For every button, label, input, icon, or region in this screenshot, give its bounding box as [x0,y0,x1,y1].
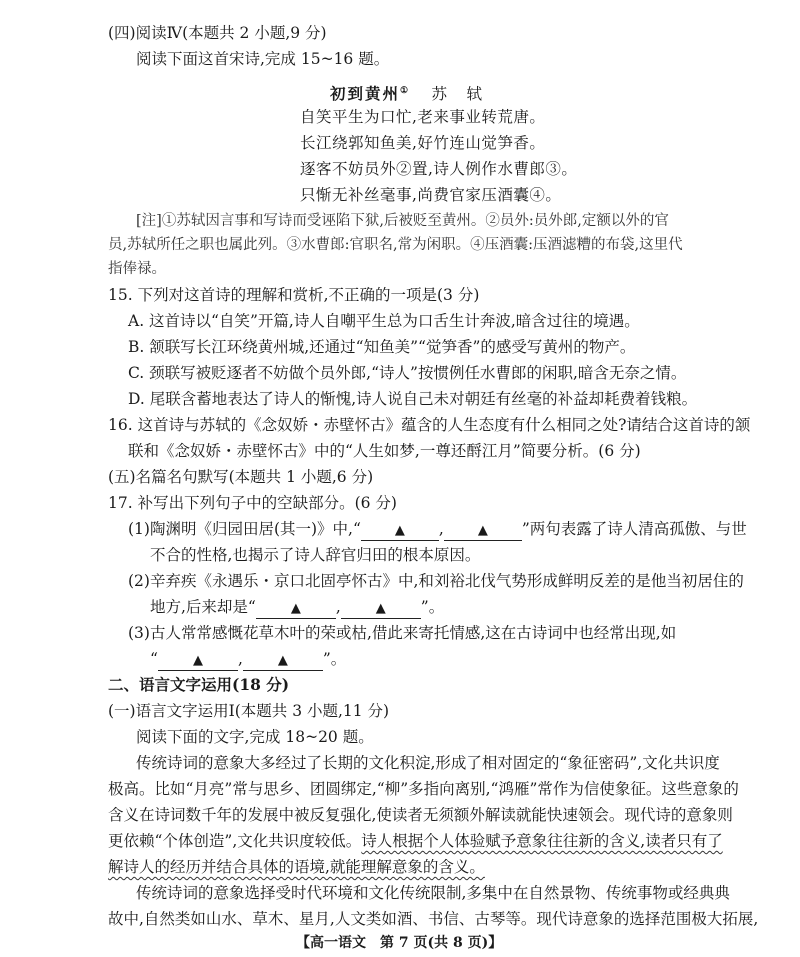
wavy-underlined-sentence: 解诗人的经历并结合具体的语境,就能理解意象的含义。 [108,858,485,876]
fill-blank[interactable] [243,650,323,671]
fill-blank[interactable] [256,598,336,619]
triangle-marker-icon: ▲ [375,601,386,616]
poem-line: 逐客不妨员外②置,诗人例作水曹郎③。 [300,160,578,178]
triangle-marker-icon: ▲ [192,653,203,668]
sub1-heading: (一)语言文字运用Ⅰ(本题共 3 小题,11 分) [108,702,390,720]
poem-line: 只惭无补丝毫事,尚费官家压酒囊④。 [300,186,562,204]
q17-item1-text: (1)陶渊明《归园田居(其一)》中,“ [128,520,361,538]
fill-blank[interactable] [361,520,439,541]
passage-line [108,830,723,852]
poem-line: 自笑平生为口忙,老来事业转荒唐。 [300,108,546,126]
poem-title: 初到黄州 [330,84,401,104]
passage-instruction: 阅读下面的文字,完成 18~20 题。 [136,728,374,746]
poem-note: [注]①苏轼因言事和写诗而受诬陷下狱,后被贬至黄州。②员外:员外郎,定额以外的官 [136,213,669,229]
poem-author: 苏 轼 [431,85,485,104]
passage-line: 传统诗词的意象大多经过了长期的文化积淀,形成了相对固定的“象征密码”,文化共识度 [136,754,720,772]
poem-title-line [330,80,484,105]
poem-title-note-mark: ① [400,86,411,96]
passage-line: 极高。比如“月亮”常与思乡、团圆绑定,“柳”多指向离别,“鸿雁”常作为信使象征。这些意象的 [108,780,739,798]
question-17-item-1-cont: 不合的性格,也揭示了诗人辞官归田的根本原因。 [150,546,481,564]
wavy-underlined-sentence: 诗人根据个人体验赋予意象往往新的含义,读者只有了 [361,832,723,850]
question-16-line: 16. 这首诗与苏轼的《念奴娇・赤壁怀古》蕴含的人生态度有什么相同之处?请结合这首诗的颔 [108,416,751,434]
q17-item2-text: ”。 [420,598,445,616]
q17-item1-text: ”两句表露了诗人清高孤傲、与世 [521,520,747,538]
triangle-marker-icon: ▲ [394,523,405,538]
q17-item3-text: ”。 [322,650,347,668]
question-15-option-a: A. 这首诗以“自笑”开篇,诗人自嘲平生总为口舌生计奔波,暗含过往的境遇。 [128,312,640,330]
passage-line [108,856,485,878]
question-17-item-1 [128,518,747,541]
passage-line: 故中,自然类如山水、草木、星月,人文类如酒、书信、古琴等。现代诗意象的选择范围极大拓展, [108,910,759,928]
page-footer: 【高一语文 第 7 页(共 8 页)】 [296,935,503,951]
question-17-stem: 17. 补写出下列句子中的空缺部分。(6 分) [108,494,397,512]
q17-item3-text: “ [150,650,158,668]
fill-blank[interactable] [444,520,522,541]
section4-heading: (四)阅读Ⅳ(本题共 2 小题,9 分) [108,24,327,42]
question-15-option-d: D. 尾联含蓄地表达了诗人的惭愧,诗人说自己未对朝廷有丝毫的补益却耗费着钱粮。 [128,390,698,408]
q17-item3-separator: , [237,650,243,668]
question-17-item-3: (3)古人常常感慨花草木叶的荣或枯,借此来寄托情感,这在古诗词中也经常出现,如 [128,624,677,642]
passage-line: 传统诗词的意象选择受时代环境和文化传统限制,多集中在自然景物、传统事物或经典典 [136,884,730,902]
passage-text: 更依赖“个体创造”,文化共识度较低。 [108,832,362,850]
poem-note: 员,苏轼所任之职也属此列。③水曹郎:官职名,常为闲职。④压酒囊:压酒滤糟的布袋,这里代 [108,237,683,253]
q17-item1-separator: , [438,520,444,538]
triangle-marker-icon: ▲ [477,523,488,538]
fill-blank[interactable] [158,650,238,671]
q17-item2-separator: , [335,598,341,616]
q17-item2-text: 地方,后来却是“ [150,598,256,616]
question-15-stem: 15. 下列对这首诗的理解和赏析,不正确的一项是(3 分) [108,286,480,304]
poem-note: 指俸禄。 [108,261,166,277]
triangle-marker-icon: ▲ [290,601,301,616]
question-15-option-c: C. 颈联写被贬逐者不妨做个员外郎,“诗人”按惯例任水曹郎的闲职,暗含无奈之情。 [128,364,687,382]
poem-instruction: 阅读下面这首宋诗,完成 15~16 题。 [136,50,390,68]
fill-blank[interactable] [341,598,421,619]
question-16-line: 联和《念奴娇・赤壁怀古》中的“人生如梦,一尊还酹江月”简要分析。(6 分) [128,442,641,460]
question-17-item-3-cont [150,648,346,671]
triangle-marker-icon: ▲ [277,653,288,668]
passage-line: 含义在诗词数千年的发展中被反复强化,使读者无须额外解读就能快速领会。现代诗的意象则 [108,806,733,824]
section5-heading: (五)名篇名句默写(本题共 1 小题,6 分) [108,468,374,486]
part2-heading: 二、语言文字运用(18 分) [108,675,290,694]
poem-line: 长江绕郭知鱼美,好竹连山觉笋香。 [300,134,546,152]
question-15-option-b: B. 颔联写长江环绕黄州城,还通过“知鱼美”“觉笋香”的感受写黄州的物产。 [128,338,636,356]
question-17-item-2-cont [150,596,444,619]
question-17-item-2: (2)辛弃疾《永遇乐・京口北固亭怀古》中,和刘裕北伐气势形成鲜明反差的是他当初居住的 [128,572,744,590]
